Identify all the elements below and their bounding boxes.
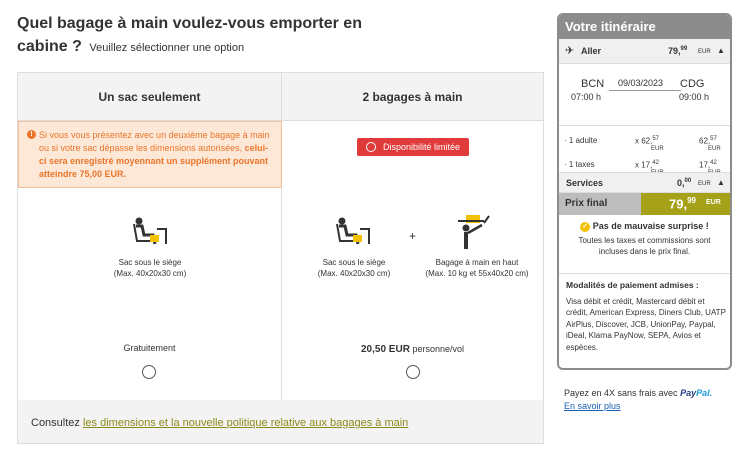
paypal-promo-text: Payez en 4X sans frais avec	[564, 388, 678, 398]
paypal-promo	[564, 387, 712, 413]
no-surprise-text: Toutes les taxes et commissions sont incluses dans le prix final.	[578, 236, 711, 256]
underseat-bag-icon	[133, 217, 167, 247]
outbound-currency: EUR	[698, 49, 711, 55]
option-one-bag-title: Un sac seulement	[18, 73, 281, 121]
baggage-policy-footer	[31, 417, 408, 429]
overhead-bag-label	[422, 257, 532, 279]
limited-availability-badge	[357, 138, 469, 156]
title-text: Quel bagage à main voulez-vous emporter en cabine ?	[17, 15, 362, 55]
baggage-policy-link[interactable]: les dimensions et la nouvelle politique relative aux bagages à main	[82, 417, 409, 429]
adult-unit-dec: 57	[652, 136, 660, 142]
adult-unit-price	[635, 136, 659, 146]
destination-code: CDG	[680, 78, 705, 90]
paypal-logo-part2: Pal	[696, 388, 710, 398]
adult-label: · 1 adulte	[564, 136, 598, 145]
services-price-dec: 00	[684, 178, 692, 184]
flight-route	[559, 66, 730, 126]
final-price-row	[559, 193, 730, 215]
final-price-label: Prix final	[565, 198, 608, 209]
adult-unit-int: x 62,	[635, 136, 653, 146]
flight-date: 09/03/2023	[618, 78, 664, 88]
outbound-row[interactable]	[559, 39, 730, 64]
footer-text: Consultez	[31, 417, 80, 429]
title-subtitle: Veuillez sélectionner une option	[89, 42, 245, 54]
warning-banner	[18, 121, 282, 188]
services-row[interactable]	[559, 172, 730, 193]
overhead-bag-icon	[456, 213, 492, 251]
warning-icon: !	[27, 130, 36, 139]
warning-bold-text: celui-ci sera enregistré moyennant un supplément pouvant atteindre 75,00 EUR.	[39, 143, 269, 179]
adult-unit-currency: EUR	[651, 146, 664, 152]
underseat-bag-label	[304, 257, 404, 279]
option-one-bag-price: Gratuitement	[123, 343, 176, 353]
final-price-box	[641, 193, 730, 215]
final-price-amount	[669, 196, 696, 211]
chevron-up-icon[interactable]: ▲	[717, 178, 725, 187]
item-label: Sac sous le siège	[118, 258, 182, 267]
option-two-bags[interactable]	[282, 73, 543, 400]
final-price-currency: EUR	[706, 199, 721, 206]
plus-sign: +	[409, 229, 417, 243]
outbound-price	[668, 46, 687, 56]
page-title	[17, 12, 367, 60]
option-two-bags-price	[282, 344, 543, 355]
adult-total-int: 62,	[699, 136, 711, 146]
destination-time: 09:00 h	[679, 92, 710, 102]
paypal-learn-more-link[interactable]: En savoir plus	[564, 401, 621, 411]
adult-total	[699, 136, 717, 146]
timer-icon	[366, 142, 376, 152]
item-label: Sac sous le siège	[322, 258, 386, 267]
no-surprise-heading	[559, 221, 730, 232]
item-label: Bagage à main en haut	[435, 258, 519, 267]
badge-text: Disponibilité limitée	[383, 142, 461, 152]
payment-methods	[566, 280, 726, 353]
item-dims: (Max. 40x20x30 cm)	[113, 269, 187, 278]
outbound-label: Aller	[581, 46, 602, 56]
taxes-total	[699, 160, 717, 170]
taxes-unit-int: x 17,	[635, 160, 653, 170]
price-unit: personne/vol	[412, 344, 464, 354]
route-line	[609, 90, 681, 91]
item-dims: (Max. 40x20x30 cm)	[317, 269, 391, 278]
divider	[559, 273, 730, 274]
plane-icon: ✈	[565, 45, 575, 57]
final-price-dec: 99	[687, 196, 696, 205]
paypal-logo-dot: .	[709, 388, 713, 398]
taxes-unit-price	[635, 160, 659, 170]
adult-total-dec: 57	[710, 136, 717, 142]
check-icon: ✓	[580, 222, 590, 232]
origin-code: BCN	[581, 78, 605, 90]
itinerary-panel	[557, 13, 732, 370]
paypal-logo-part1: Pay	[680, 388, 697, 398]
services-label: Services	[566, 178, 604, 188]
taxes-label: · 1 taxes	[564, 160, 595, 169]
payment-text: Visa débit et crédit, Mastercard débit et crédit, American Express, Diners Club, UATP AirPlus, Discover, JCB, UnionPay, Paypal, iDeal, Klarna PayNow, SEPA, Avios et espèces.	[566, 296, 726, 352]
option-one-bag[interactable]	[18, 73, 282, 400]
origin-time: 07:00 h	[571, 92, 602, 102]
payment-title: Modalités de paiement admises :	[566, 280, 699, 290]
final-price-int: 79,	[669, 196, 688, 212]
underseat-bag-label	[100, 257, 200, 279]
item-dims: (Max. 10 kg et 55x40x20 cm)	[425, 269, 529, 278]
chevron-up-icon[interactable]: ▲	[717, 46, 725, 55]
no-surprise-block	[559, 221, 730, 257]
taxes-total-int: 17,	[699, 160, 711, 170]
price-amount: 20,50 EUR	[361, 344, 410, 355]
option-two-bags-radio[interactable]	[406, 365, 420, 379]
services-price-int: 0,	[677, 178, 685, 188]
adult-total-currency: EUR	[708, 146, 721, 152]
services-price	[677, 178, 691, 188]
paypal-promo-line	[564, 387, 712, 400]
underseat-bag-icon	[336, 217, 370, 247]
option-one-bag-radio[interactable]	[142, 365, 156, 379]
fare-breakdown	[559, 126, 730, 178]
taxes-unit-dec: 42	[652, 160, 660, 166]
baggage-options	[17, 72, 544, 444]
services-currency: EUR	[698, 181, 711, 187]
itinerary-title: Votre itinéraire	[559, 15, 730, 39]
outbound-price-dec: 99	[680, 46, 688, 52]
no-surprise-title: Pas de mauvaise surprise !	[592, 221, 709, 231]
warning-text: Si vous vous présentez avec un deuxième bagage à main ou si votre sac dépasse les dimensions autorisées,	[39, 130, 270, 153]
taxes-total-dec: 42	[710, 160, 717, 166]
option-two-bags-title: 2 bagages à main	[282, 73, 543, 121]
outbound-price-int: 79,	[668, 46, 681, 56]
